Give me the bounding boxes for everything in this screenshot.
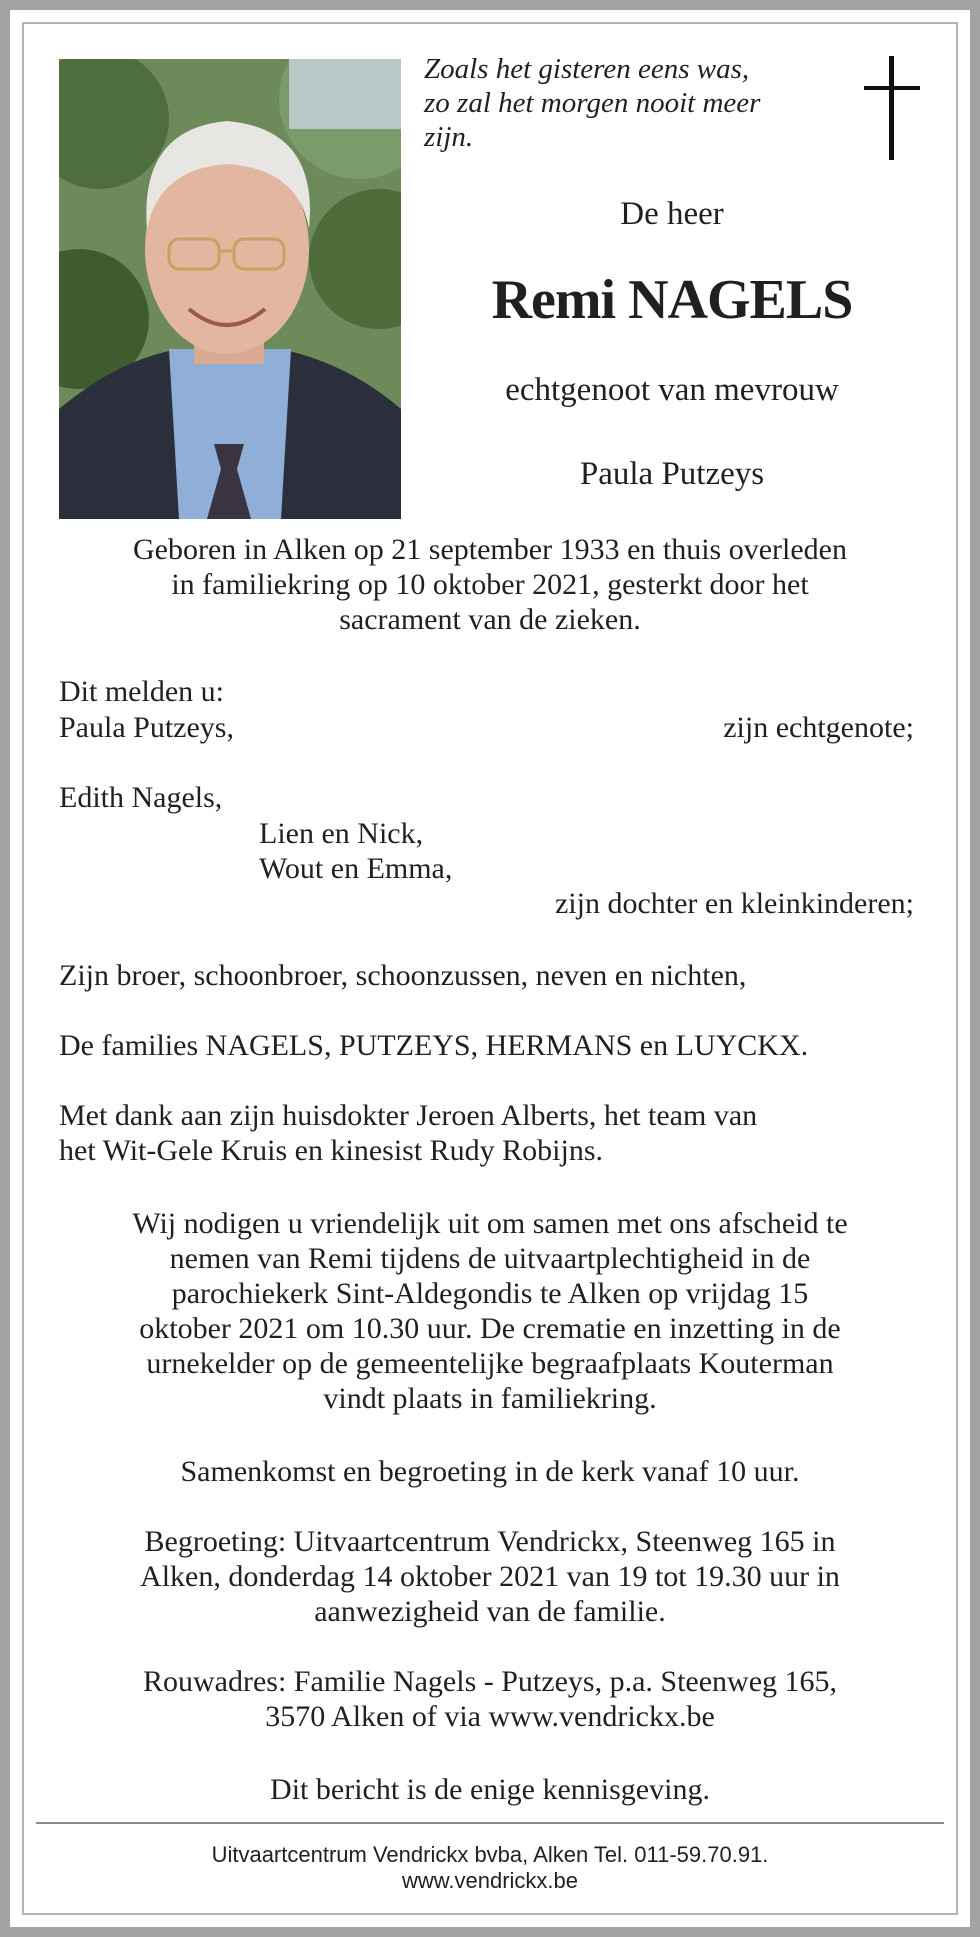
- text-line: aanwezigheid van de familie.: [314, 1595, 666, 1628]
- mourner-children-relation: zijn dochter en kleinkinderen;: [554, 887, 914, 920]
- motto-line: Zoals het gisteren eens was,: [424, 53, 750, 85]
- motto-line: zijn.: [424, 121, 474, 153]
- text-line: sacrament van de zieken.: [339, 603, 641, 636]
- text-line: vindt plaats in familiekring.: [323, 1382, 657, 1415]
- motto: [424, 52, 844, 154]
- mourner-siblings: Zijn broer, schoonbroer, schoonzussen, neven en nichten,: [59, 959, 747, 992]
- motto-line: zo zal het morgen nooit meer: [424, 87, 761, 119]
- footer-company: Uitvaartcentrum Vendrickx bvba, Alken Tel. 011-59.70.91.: [211, 1842, 769, 1867]
- spouse-name: Paula Putzeys: [579, 456, 765, 492]
- text-line: parochiekerk Sint-Aldegondis te Alken op vrijdag 15: [171, 1277, 809, 1310]
- text-line: nemen van Remi tijdens de uitvaartplechtigheid in de: [169, 1242, 811, 1275]
- mourner-daughter: Edith Nagels,: [59, 781, 223, 814]
- mourner-grandchildren-2: Wout en Emma,: [259, 852, 453, 885]
- footer: [36, 1842, 944, 1894]
- mourner-spouse-relation: zijn echtgenote;: [723, 711, 914, 744]
- text-line: Samenkomst en begroeting in de kerk vanaf 10 uur.: [180, 1455, 800, 1488]
- gathering-paragraph: [59, 1454, 921, 1489]
- text-line: 3570 Alken of via www.vendrickx.be: [265, 1700, 715, 1733]
- text-line: het Wit-Gele Kruis en kinesist Rudy Robijns.: [59, 1134, 604, 1167]
- portrait-photo: [59, 59, 401, 519]
- text-line: in familiekring op 10 oktober 2021, gesterkt door het: [171, 568, 809, 601]
- text-line: Geboren in Alken op 21 september 1933 en thuis overleden: [133, 533, 847, 566]
- text-line: Dit bericht is de enige kennisgeving.: [270, 1773, 710, 1806]
- text-line: Wij nodigen u vriendelijk uit om samen met ons afscheid te: [132, 1207, 848, 1240]
- text-line: Begroeting: Uitvaartcentrum Vendrickx, Steenweg 165 in: [144, 1525, 836, 1558]
- notice-paragraph: [59, 1772, 921, 1807]
- mourner-families: De families NAGELS, PUTZEYS, HERMANS en LUYCKX.: [59, 1029, 809, 1062]
- thanks-paragraph: [59, 1098, 921, 1168]
- cross-icon: [864, 56, 920, 160]
- spouse-label: echtgenoot van mevrouw: [505, 372, 839, 408]
- birth-death-paragraph: [59, 532, 921, 637]
- text-line: urnekelder op de gemeentelijke begraafplaats Kouterman: [146, 1347, 834, 1380]
- text-line: oktober 2021 om 10.30 uur. De crematie en inzetting in de: [139, 1312, 841, 1345]
- invitation-paragraph: [59, 1206, 921, 1416]
- visitation-paragraph: [59, 1524, 921, 1629]
- mourner-grandchildren-1: Lien en Nick,: [259, 817, 424, 850]
- text-line: Met dank aan zijn huisdokter Jeroen Alberts, het team van: [59, 1099, 758, 1132]
- mourners-intro: Dit melden u:: [59, 675, 224, 708]
- text-line: Rouwadres: Familie Nagels - Putzeys, p.a. Steenweg 165,: [142, 1665, 838, 1698]
- address-paragraph: [59, 1664, 921, 1734]
- mourner-spouse: Paula Putzeys,: [59, 711, 234, 744]
- footer-divider: [36, 1822, 944, 1824]
- title: De heer: [620, 196, 724, 232]
- footer-website: www.vendrickx.be: [401, 1868, 579, 1893]
- text-line: Alken, donderdag 14 oktober 2021 van 19 tot 19.30 uur in: [140, 1560, 840, 1593]
- deceased-name: Remi NAGELS: [491, 269, 853, 331]
